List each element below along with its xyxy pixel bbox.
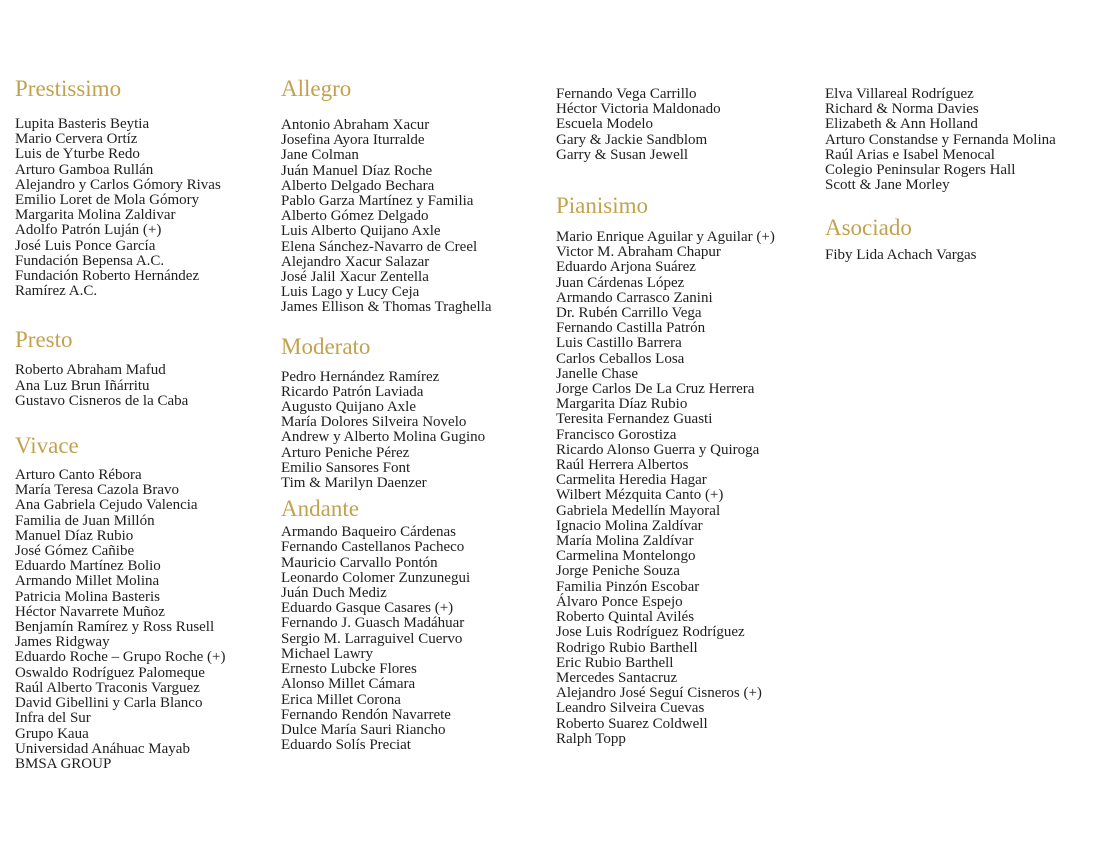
donor-name: Dr. Rubén Carrillo Vega (556, 305, 702, 322)
donor-name: Arturo Gamboa Rullán (15, 161, 154, 178)
donor-name: Mario Enrique Aguilar y Aguilar (+) (556, 229, 775, 246)
donor-list-andante (281, 525, 543, 753)
donor-name: Eduardo Gasque Casares (+) (281, 600, 454, 617)
donor-name: Janelle Chase (556, 365, 639, 382)
donor-list-andante-continued (556, 87, 818, 163)
donor-name: Armando Baqueiro Cárdenas (281, 524, 456, 541)
donor-name: Eric Rubio Barthell (556, 654, 674, 671)
donor-name: Luis Alberto Quijano Axle (281, 223, 441, 240)
donor-name: Juán Manuel Díaz Roche (281, 162, 433, 179)
donor-name: Andrew y Alberto Molina Gugino (281, 429, 486, 446)
donor-name: Infra del Sur (15, 710, 91, 727)
donor-name: Alonso Millet Cámara (281, 676, 416, 693)
donor-name: José Jalil Xacur Zentella (281, 269, 429, 286)
donor-name: Ana Luz Brun Iñárritu (15, 377, 150, 394)
donor-name: Grupo Kaua (15, 725, 89, 742)
section-andante (281, 494, 543, 753)
donor-name: James Ridgway (15, 634, 110, 651)
donor-name: Jorge Peniche Souza (556, 563, 680, 580)
section-heading-moderato: Moderato (281, 333, 371, 359)
section-presto (15, 325, 243, 409)
donor-name: Universidad Anáhuac Mayab (15, 740, 190, 757)
donor-name: Pedro Hernández Ramírez (281, 368, 440, 385)
donor-name: Ernesto Lubcke Flores (281, 661, 417, 678)
donor-list-presto (15, 363, 243, 409)
donor-list-allegro (281, 118, 543, 316)
donor-name: Lupita Basteris Beytia (15, 116, 150, 132)
donor-name: Alberto Delgado Bechara (281, 177, 435, 194)
donor-name: Gabriela Medellín Mayoral (556, 502, 721, 519)
donor-name: Roberto Suarez Coldwell (556, 715, 708, 732)
donor-name: Richard & Norma Davies (825, 101, 979, 118)
section-heading-pianisimo: Pianisimo (556, 193, 649, 219)
section-moderato (281, 332, 543, 492)
donor-name: Familia de Juan Millón (15, 512, 155, 529)
donor-name: Arturo Canto Rébora (15, 467, 142, 484)
donor-name: Francisco Gorostiza (556, 426, 677, 443)
donor-name: Eduardo Martínez Bolio (15, 558, 161, 575)
column-4 (825, 0, 1095, 264)
donor-name: Ralph Topp (556, 730, 626, 747)
donor-name: Fernando Castilla Patrón (556, 320, 706, 337)
section-pianisimo-continued (825, 87, 1095, 193)
donor-name: Álvaro Ponce Espejo (556, 593, 683, 610)
donor-name: Alejandro José Seguí Cisneros (+) (556, 685, 762, 702)
donor-name: Antonio Abraham Xacur (281, 117, 430, 133)
donor-name: Elva Villareal Rodríguez (825, 86, 974, 102)
donor-name: Luis Lago y Lucy Ceja (281, 284, 420, 301)
donor-name: Eduardo Roche – Grupo Roche (+) (15, 649, 226, 666)
section-andante-continued (556, 87, 818, 163)
donor-name: Roberto Quintal Avilés (556, 609, 695, 626)
donor-name: Arturo Constandse y Fernanda Molina (825, 131, 1056, 148)
donor-name: Sergio M. Larraguivel Cuervo (281, 630, 463, 647)
section-asociado (825, 213, 1095, 263)
donor-name: Alejandro y Carlos Gómory Rivas (15, 176, 221, 193)
donor-name: Wilbert Mézquita Canto (+) (556, 487, 724, 504)
donor-name: Fernando J. Guasch Madáhuar (281, 615, 465, 632)
donor-name: Jose Luis Rodríguez Rodríguez (556, 624, 745, 641)
donor-name: Leandro Silveira Cuevas (556, 700, 705, 717)
donor-name: Tim & Marilyn Daenzer (281, 475, 427, 492)
section-heading-allegro: Allegro (281, 76, 352, 101)
donor-name: Elena Sánchez-Navarro de Creel (281, 238, 478, 255)
donor-name: Oswaldo Rodríguez Palomeque (15, 664, 205, 681)
column-1 (15, 0, 243, 772)
donor-name: Manuel Díaz Rubio (15, 527, 134, 544)
section-allegro (281, 74, 543, 316)
donor-name: Héctor Navarrete Muñoz (15, 603, 165, 620)
donor-name: Elizabeth & Ann Holland (825, 116, 978, 133)
donor-name: James Ellison & Thomas Traghella (281, 299, 492, 316)
donor-name: María Molina Zaldívar (556, 533, 694, 550)
donor-name: Fundación Bepensa A.C. (15, 252, 165, 269)
donor-name: Luis de Yturbe Redo (15, 146, 140, 163)
donor-name: Fundación Roberto Hernández Ramírez A.C. (15, 268, 200, 300)
donor-name: Mauricio Carvallo Pontón (281, 554, 438, 571)
section-heading-andante: Andante (281, 496, 359, 522)
donor-name: Fernando Castellanos Pacheco (281, 539, 465, 556)
donor-name: Erica Millet Corona (281, 691, 401, 708)
donor-name: Leonardo Colomer Zunzunegui (281, 569, 471, 586)
section-prestissimo (15, 74, 243, 299)
donor-name: Adolfo Patrón Luján (+) (15, 222, 162, 239)
donor-name: Mario Cervera Ortíz (15, 131, 138, 148)
donor-name: Michael Lawry (281, 645, 374, 662)
donor-name: Armando Carrasco Zanini (556, 289, 713, 306)
section-heading-presto: Presto (15, 327, 73, 353)
donor-list-vivace (15, 468, 243, 772)
donor-name: Ana Gabriela Cejudo Valencia (15, 497, 198, 514)
donor-name: José Luis Ponce García (15, 237, 156, 254)
donor-name: BMSA GROUP (15, 755, 112, 772)
donor-name: Roberto Abraham Mafud (15, 362, 166, 379)
donor-name: Colegio Peninsular Rogers Hall (825, 162, 1016, 179)
donor-name: Dulce María Sauri Riancho (281, 721, 446, 738)
donor-name: Victor M. Abraham Chapur (556, 244, 721, 261)
donor-name: Scott & Jane Morley (825, 177, 950, 194)
donor-name: Rodrigo Rubio Barthell (556, 639, 698, 656)
donor-name: Patricia Molina Basteris (15, 588, 160, 605)
donor-name: Armando Millet Molina (15, 573, 160, 590)
section-heading-prestissimo: Prestissimo (15, 76, 122, 101)
donor-name: María Teresa Cazola Bravo (15, 482, 180, 499)
donor-name: Arturo Peniche Pérez (281, 444, 410, 461)
donor-name: Margarita Molina Zaldivar (15, 207, 176, 224)
donor-name: Ricardo Patrón Laviada (281, 383, 424, 400)
donor-name: Fernando Vega Carrillo (556, 86, 697, 102)
section-vivace (15, 431, 243, 772)
donor-list-moderato (281, 370, 543, 492)
donor-name: María Dolores Silveira Novelo (281, 414, 467, 431)
donor-name: David Gibellini y Carla Blanco (15, 695, 203, 712)
donor-name: Margarita Díaz Rubio (556, 396, 688, 413)
column-2 (281, 0, 543, 753)
donor-name: Luis Castillo Barrera (556, 335, 682, 352)
donor-name: Alejandro Xacur Salazar (281, 253, 430, 270)
donor-name: Escuela Modelo (556, 116, 654, 133)
donor-name: José Gómez Cañibe (15, 543, 135, 560)
donor-name: Ignacio Molina Zaldívar (556, 517, 703, 534)
donor-name: Fiby Lida Achach Vargas (825, 247, 977, 264)
donor-list-asociado (825, 248, 1095, 263)
donor-name: Benjamín Ramírez y Ross Rusell (15, 619, 215, 636)
donor-name: Mercedes Santacruz (556, 669, 678, 686)
donor-name: Familia Pinzón Escobar (556, 578, 700, 595)
donor-name: Jorge Carlos De La Cruz Herrera (556, 381, 755, 398)
donor-name: Eduardo Solís Preciat (281, 737, 411, 754)
donor-name: Emilio Loret de Mola Gómory (15, 192, 200, 209)
donor-name: Alberto Gómez Delgado (281, 208, 429, 225)
donor-name: Juán Duch Mediz (281, 585, 387, 602)
donor-name: Juan Cárdenas López (556, 274, 685, 291)
column-3 (556, 0, 818, 747)
donor-name: Augusto Quijano Axle (281, 399, 416, 416)
donor-name: Jane Colman (281, 147, 359, 164)
donor-name: Carlos Ceballos Losa (556, 350, 685, 367)
donor-list-pianisimo-continued (825, 87, 1095, 193)
donor-name: Fernando Rendón Navarrete (281, 706, 451, 723)
donor-name: Héctor Victoria Maldonado (556, 101, 721, 118)
donor-name: Gary & Jackie Sandblom (556, 131, 708, 148)
donor-name: Raúl Herrera Albertos (556, 457, 689, 474)
donor-name: Carmelina Montelongo (556, 548, 696, 565)
donor-name: Josefina Ayora Iturralde (281, 132, 425, 149)
donor-name: Garry & Susan Jewell (556, 146, 689, 163)
donor-name: Teresita Fernandez Guasti (556, 411, 713, 428)
donor-name: Pablo Garza Martínez y Familia (281, 193, 474, 210)
donor-name: Gustavo Cisneros de la Caba (15, 392, 189, 409)
donor-name: Raúl Arias e Isabel Menocal (825, 146, 995, 163)
section-heading-vivace: Vivace (15, 433, 79, 459)
donor-list-pianisimo (556, 230, 818, 747)
section-heading-asociado: Asociado (825, 215, 912, 241)
donor-name: Ricardo Alonso Guerra y Quiroga (556, 441, 760, 458)
donor-list-prestissimo (15, 117, 243, 299)
donor-name: Emilio Sansores Font (281, 459, 411, 476)
section-pianisimo (556, 191, 818, 747)
donor-name: Raúl Alberto Traconis Varguez (15, 679, 200, 696)
donor-name: Eduardo Arjona Suárez (556, 259, 696, 276)
donor-name: Carmelita Heredia Hagar (556, 472, 707, 489)
